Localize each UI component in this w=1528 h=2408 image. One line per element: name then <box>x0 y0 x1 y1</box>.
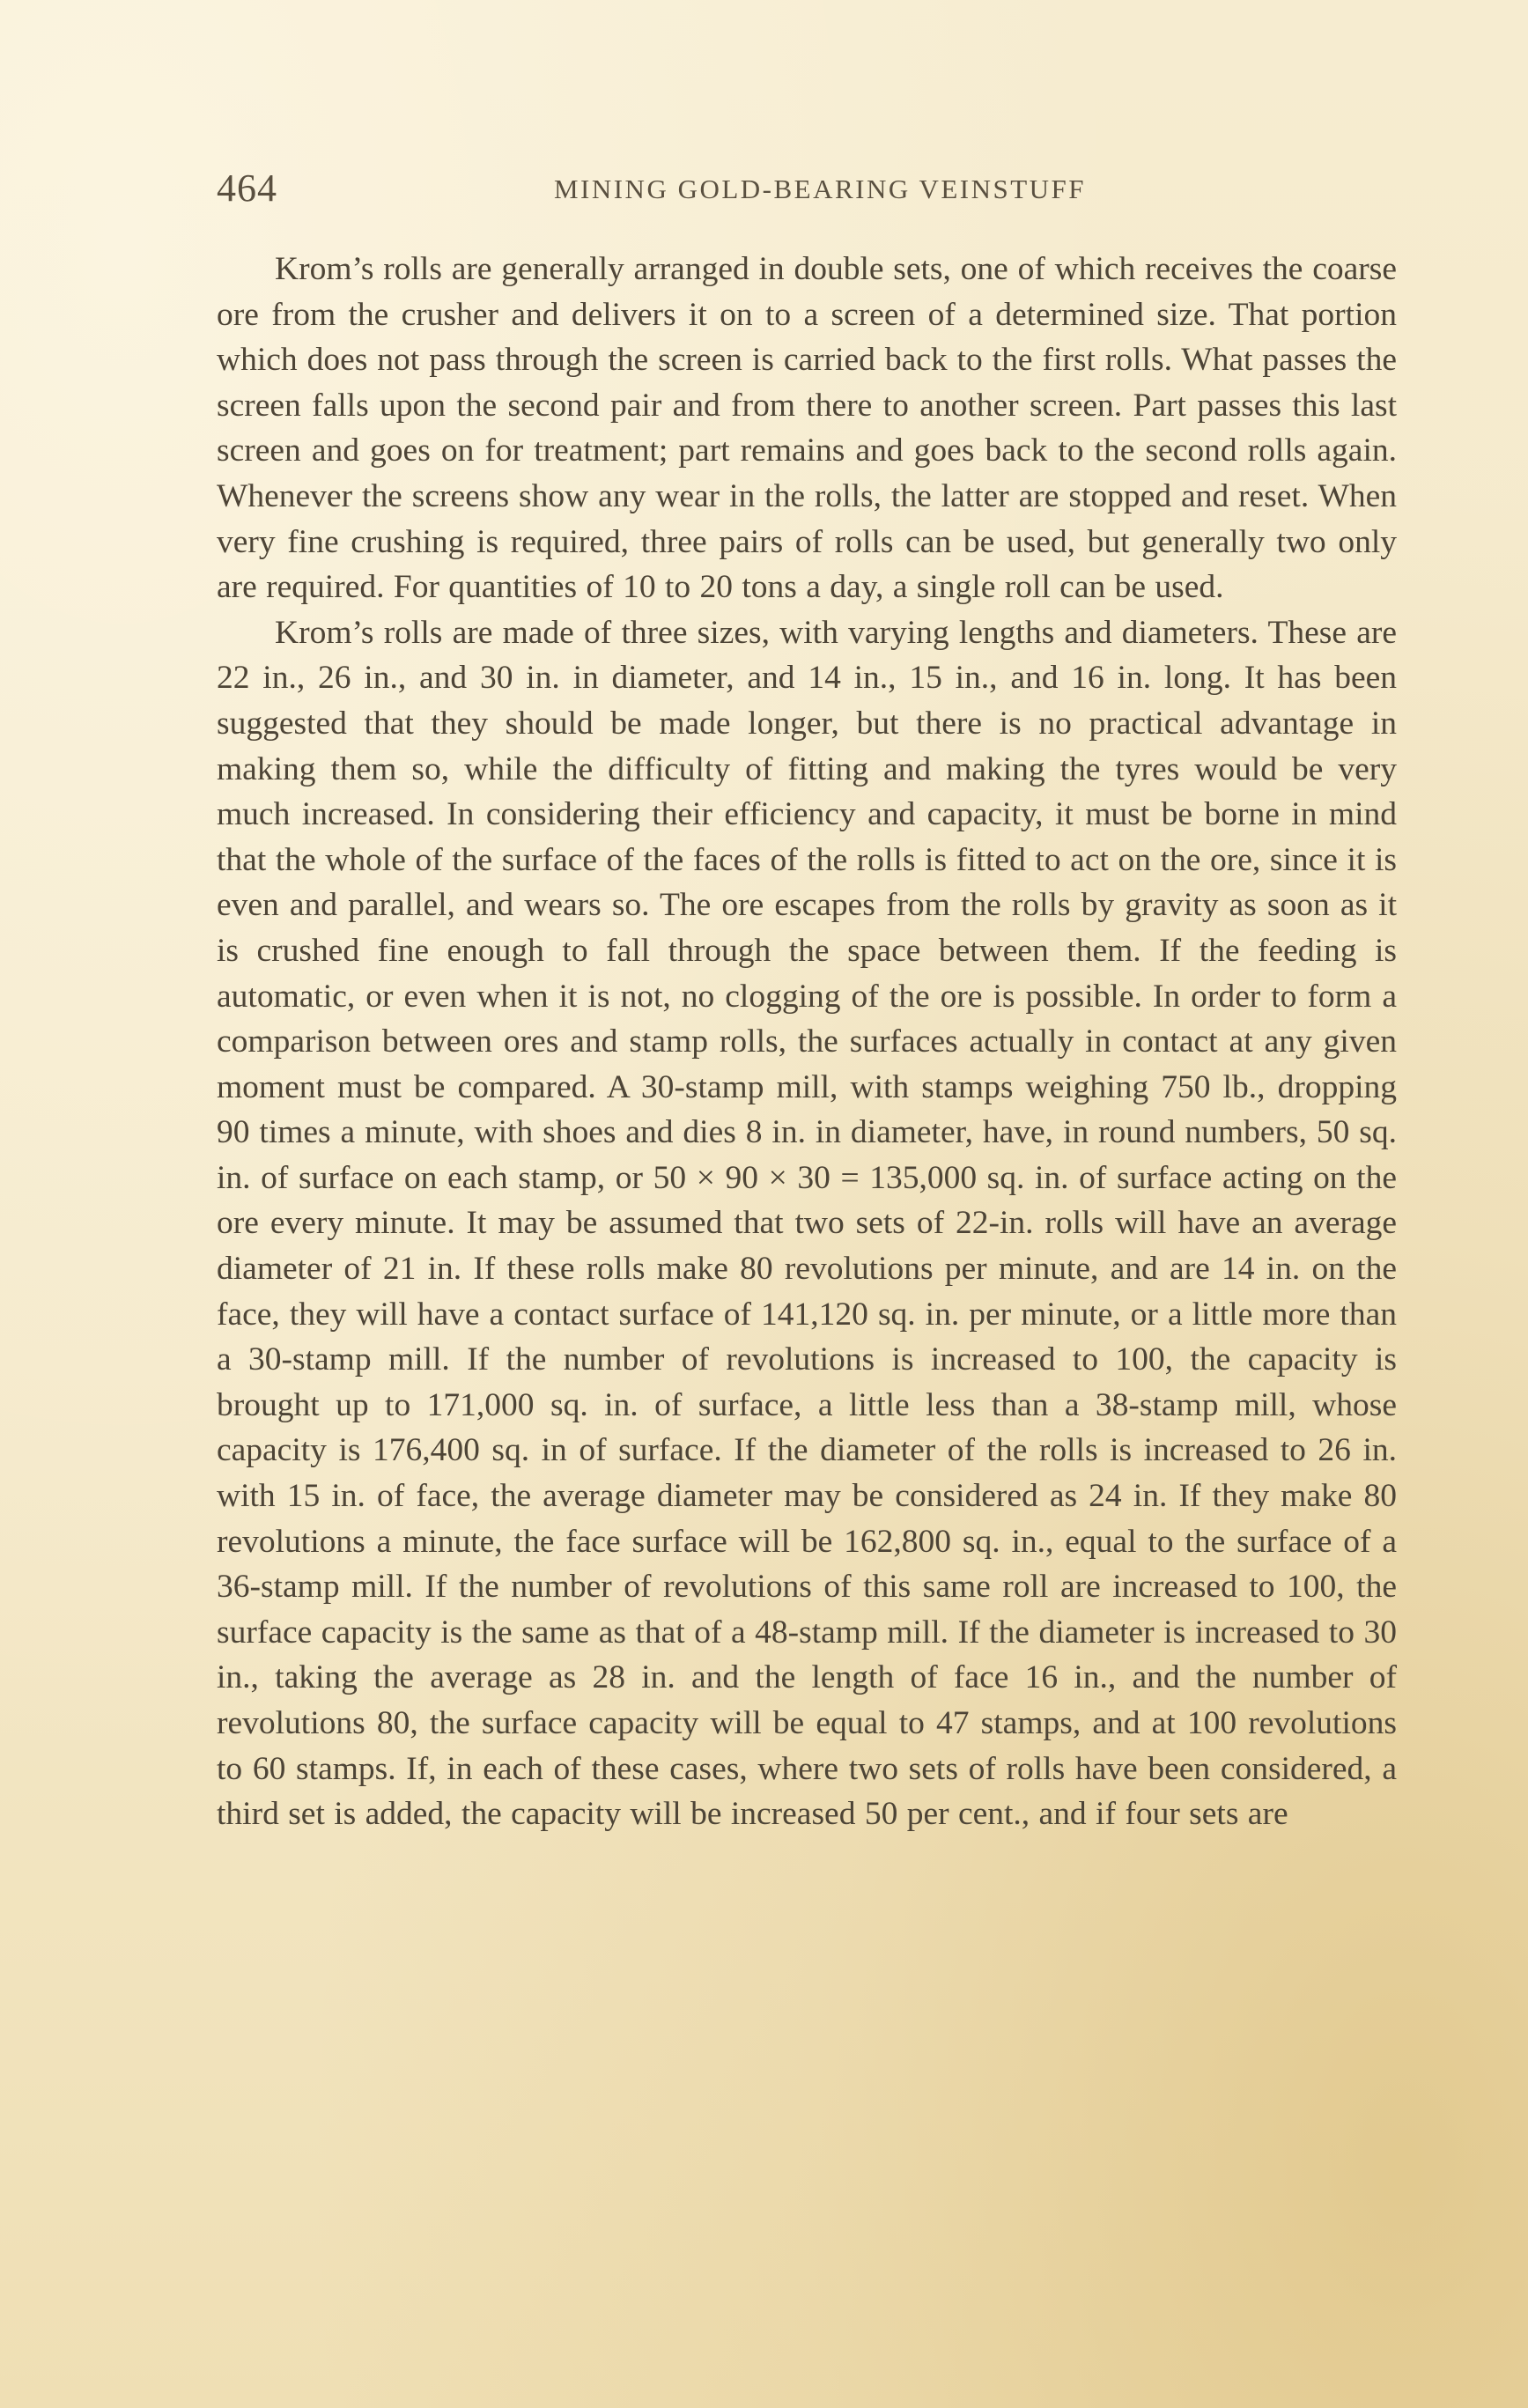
paragraph-rolls-sizes-capacity: Krom’s rolls are made of three sizes, with varying lengths and diameters. These are 22 in., 26 in., and 30 in. in diameter, and 14 in., 15 in., and 16 in. long. It has been suggested that they should be made longer, but there is no practical advantage in making them so, while the difficulty of fitting and making the tyres would be very much increased. In considering their efficiency and capacity, it must be borne in mind that the whole of the surface of the faces of the rolls is fitted to act on the ore, since it is even and parallel, and wears so. The ore escapes from the rolls by gravity as soon as it is crushed fine enough to fall through the space between them. If the feeding is automatic, or even when it is not, no clogging of the ore is possible. In order to form a comparison between ores and stamp rolls, the surfaces actually in contact at any given moment must be compared. A 30-stamp mill, with stamps weighing 750 lb., dropping 90 times a minute, with shoes and dies 8 in. in diameter, have, in round numbers, 50 sq. in. of surface on each stamp, or 50 × 90 × 30 = 135,000 sq. in. of surface acting on the ore every minute. It may be assumed that two sets of 22-in. rolls will have an average diameter of 21 in. If these rolls make 80 revolutions per minute, and are 14 in. on the face, they will have a contact surface of 141,120 sq. in. per minute, or a little more than a 30-stamp mill. If the number of revolutions is increased to 100, the capacity is brought up to 171,000 sq. in. of surface, a little less than a 38-stamp mill, whose capacity is 176,400 sq. in of surface. If the diameter of the rolls is increased to 26 in. with 15 in. of face, the average diameter may be considered as 24 in. If they make 80 revolutions a minute, the face surface will be 162,800 sq. in., equal to the surface of a 36-stamp mill. If the number of revolutions of this same roll are increased to 100, the surface capacity is the same as that of a 48-stamp mill. If the diameter is increased to 30 in., taking the average as 28 in. and the length of face 16 in., and the number of revolutions 80, the surface capacity will be equal to 47 stamps, and at 100 revolutions to 60 stamps. If, in each of these cases, where two sets of rolls have been considered, a third set is added, the capacity will be increased 50 per cent., and if four sets are <box>217 614 1397 1833</box>
running-title: MINING GOLD-BEARING VEINSTUFF <box>553 174 1087 204</box>
page-header <box>217 162 1397 215</box>
body-text <box>217 247 1397 1837</box>
paragraph-rolls-arrangement: Krom’s rolls are generally arranged in double sets, one of which receives the coarse ore from the crusher and delivers it on to a screen of a determined size. That portion which does not pass through the screen is carried back to the first rolls. What passes the screen falls upon the second pair and from there to another screen. Part passes this last screen and goes on for treatment; part remains and goes back to the second rolls again. Whenever the screens show any wear in the rolls, the latter are stopped and reset. When very fine crushing is required, three pairs of rolls can be used, but generally two only are required. For quantities of 10 to 20 tons a day, a single roll can be used. <box>217 251 1397 606</box>
page-number: 464 <box>217 166 277 210</box>
